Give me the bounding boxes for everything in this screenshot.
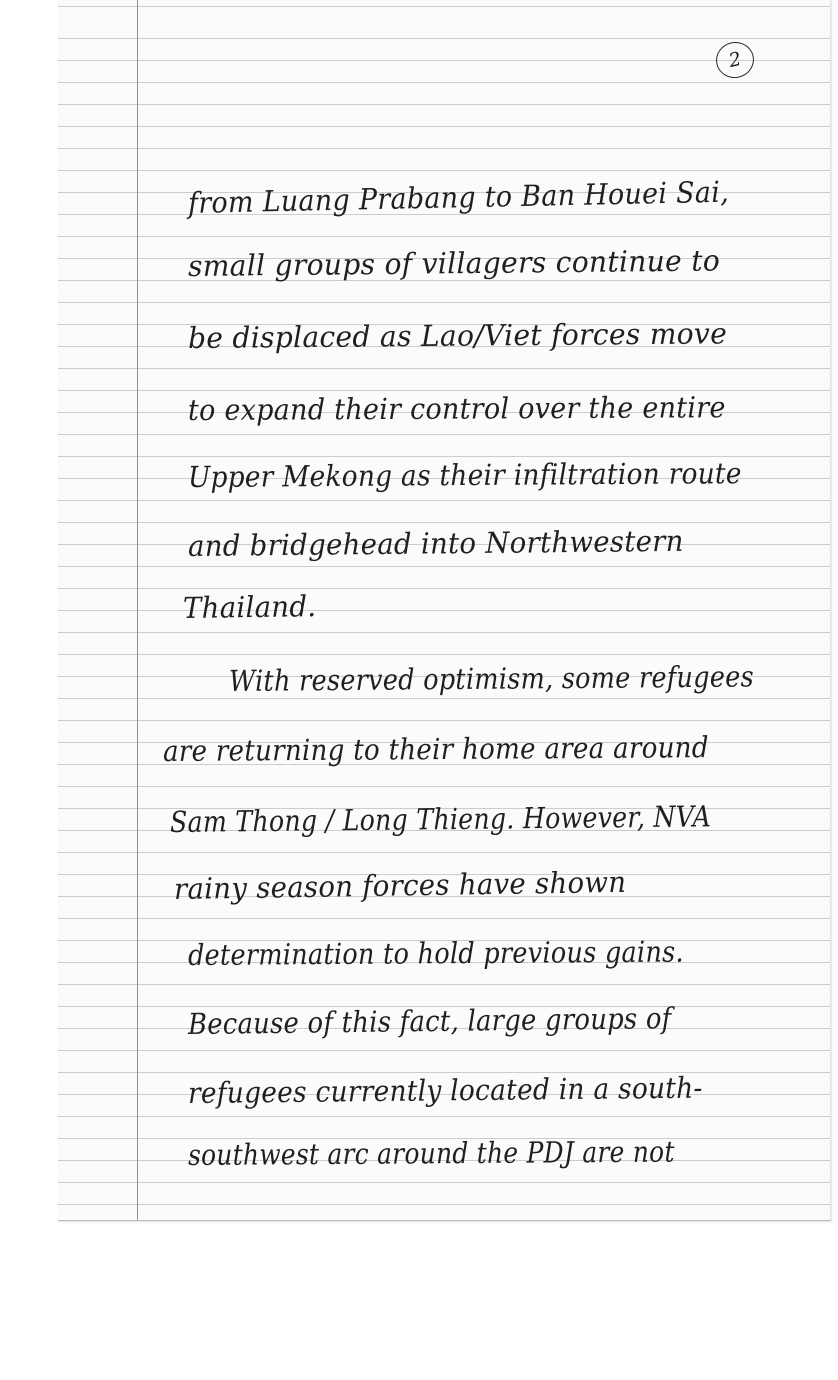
handwritten-line-12: determination to hold previous gains. [187, 934, 684, 972]
handwritten-line-8: With reserved optimism, some refugees [228, 659, 755, 698]
handwritten-line-13: Because of this fact, large groups of [187, 1001, 672, 1041]
handwritten-line-1: from Luang Prabang to Ban Houei Sai, [187, 174, 730, 220]
handwritten-line-6: and bridgehead into Northwestern [187, 523, 684, 563]
handwritten-line-11: rainy season forces have shown [173, 864, 627, 906]
margin-rule [137, 0, 138, 1220]
handwritten-line-14: refugees currently located in a south- [187, 1070, 703, 1110]
handwritten-line-10: Sam Thong / Long Thieng. However, NVA [169, 799, 712, 839]
handwritten-line-15: southwest arc around the PDJ are not [187, 1134, 675, 1172]
handwritten-line-5: Upper Mekong as their infiltration route [187, 456, 742, 494]
handwritten-line-9: are returning to their home area around [162, 730, 709, 768]
page-number: 2 [726, 47, 744, 73]
handwritten-line-3: be displaced as Lao/Viet forces move [187, 316, 728, 355]
page-number-circled [713, 38, 758, 81]
notebook-page [58, 0, 831, 1221]
handwritten-line-4: to expand their control over the entire [187, 390, 726, 427]
handwritten-line-7: Thailand. [182, 589, 317, 625]
handwritten-line-2: small groups of villagers continue to [187, 243, 721, 283]
